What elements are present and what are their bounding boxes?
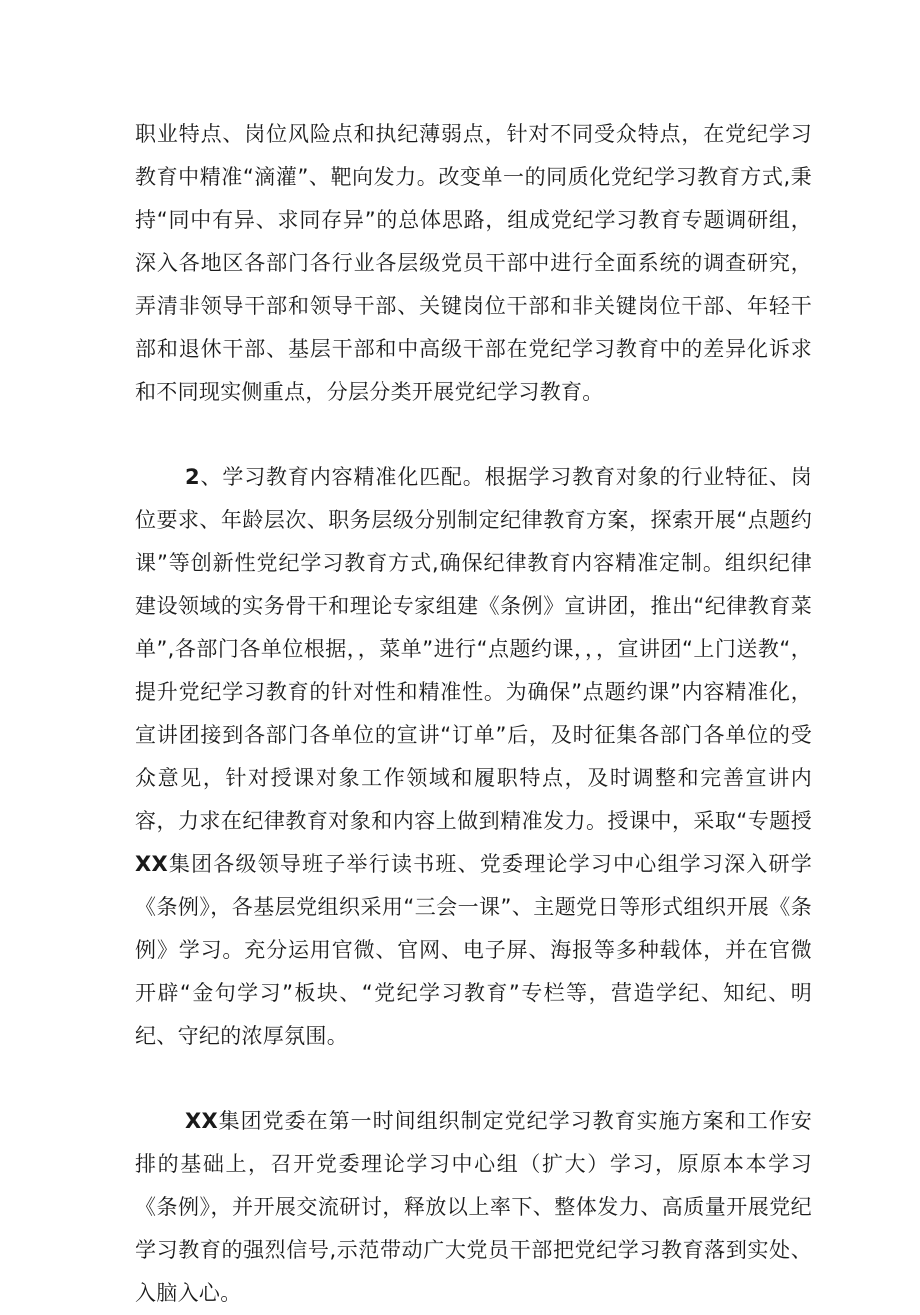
paragraph-1-text: 职业特点、岗位风险点和执纪薄弱点，针对不同受众特点，在党纪学习教育中精准“滴灌”、靶向发力。改变单一的同质化党纪学习教育方式,秉持“同中有异、求同存异”的总体思路，组成党纪学习教育专题调研组，深入各地区各部门各行业各层级党员干部中进行全面系统的调查研究，弄清非领导干部和领导干部、关键岗位干部和非关键岗位干部、年轻干部和退休干部、基层干部和中高级干部在党纪学习教育中的差异化诉求和不同现实侧重点，分层分类开展党纪学习教育。 xyxy=(135,122,812,404)
company-placeholder: XX xyxy=(185,1109,218,1133)
paragraph-analysis xyxy=(135,113,812,414)
paragraph-3-text: 集团党委在第一时间组织制定党纪学习教育实施方案和工作安排的基础上，召开党委理论学习中心组（扩大）学习，原原本本学习《条例》，并开展交流研讨，释放以上率下、整体发力、高质量开展党纪学习教育的强烈信号,示范带动广大党员干部把党纪学习教育落到实处、入脑入心。 xyxy=(135,1109,812,1305)
paragraph-2-text-part2: 集团各级领导班子举行读书班、党委理论学习中心组学习深入研学《条例》，各基层党组织采用“三会一课”、主题党日等形式组织开展《条例》学习。充分运用官微、官网、电子屏、海报等多种载体，并在官微开辟“金句学习”板块、“党纪学习教育”专栏等，营造学纪、知纪、明纪、守纪的浓厚氛围。 xyxy=(135,852,812,1048)
paragraph-2-text-part1: 、学习教育内容精准化匹配。根据学习教育对象的行业特征、岗位要求、年龄层次、职务层级分别制定纪律教育方案，探索开展“点题约课”等创新性党纪学习教育方式,确保纪律教育内容精准定制。组织纪律建设领域的实务骨干和理论专家组建《条例》宣讲团，推出“纪律教育菜单”,各部门各单位根据，，菜单”进行“点题约课，，，宣讲团“上门送教“，提升党纪学习教育的针对性和精准性。为确保”点题约课”内容精准化，宣讲团接到各部门各单位的宣讲“订单”后，及时征集各部门各单位的受众意见，针对授课对象工作领域和履职特点，及时调整和完善宣讲内容，力求在纪律教育对象和内容上做到精准发力。授课中，采取“专题授 xyxy=(135,465,812,833)
paragraph-party-committee xyxy=(135,1100,812,1315)
section-number: 2 xyxy=(185,465,200,489)
paragraph-content-matching xyxy=(135,456,812,1058)
company-placeholder: XX xyxy=(135,852,168,876)
